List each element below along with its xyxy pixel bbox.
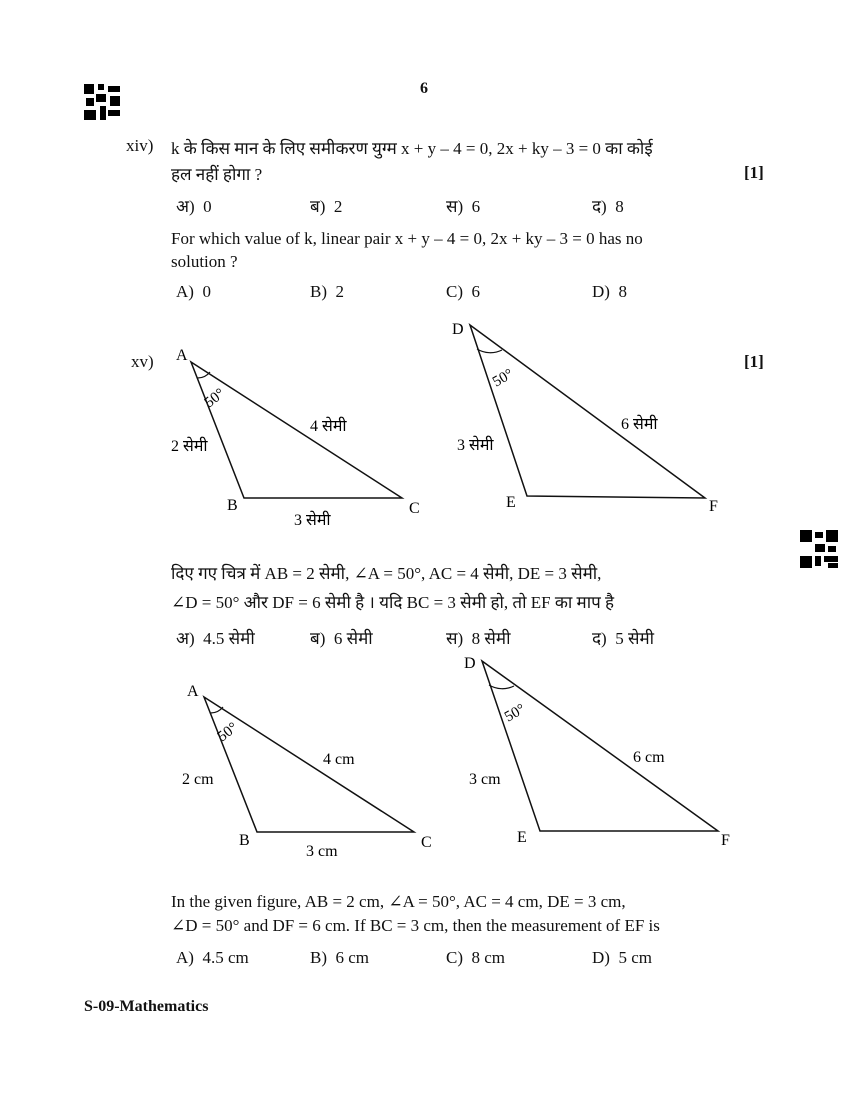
option-c-hindi: स) 8 सेमी: [446, 629, 511, 648]
page-number: 6: [420, 80, 428, 97]
question-text-hindi: ∠D = 50° और DF = 6 सेमी है । यदि BC = 3 सेमी हो, तो EF का माप है: [171, 593, 615, 612]
angle-arc: [489, 685, 514, 689]
side-label: 3 cm: [306, 843, 338, 860]
option-d-english: D) 8: [592, 282, 627, 301]
question-number: xv): [131, 352, 154, 371]
question-text-english: For which value of k, linear pair x + y – 4 = 0, 2x + ky – 3 = 0 has no: [171, 229, 643, 248]
vertex-label: E: [506, 494, 516, 511]
question-text-hindi: k के किस मान के लिए समीकरण युग्म x + y – 4 = 0, 2x + ky – 3 = 0 का कोई: [171, 139, 653, 158]
vertex-label: A: [176, 347, 188, 364]
vertex-label: B: [227, 497, 238, 514]
option-d-hindi: द) 5 सेमी: [592, 629, 655, 648]
option-b-english: B) 6 cm: [310, 948, 370, 967]
angle-label: 50°: [502, 701, 529, 726]
vertex-label: B: [239, 832, 250, 849]
triangle-abc: [204, 697, 414, 832]
side-label: 2 cm: [182, 771, 214, 788]
angle-label: 50°: [490, 366, 517, 391]
vertex-label: D: [464, 655, 476, 672]
vertex-label: F: [721, 832, 730, 849]
qr-code-image: [800, 530, 838, 568]
footer-subject: S-09-Mathematics: [84, 998, 209, 1015]
side-label: 3 सेमी: [294, 512, 331, 529]
vertex-label: C: [409, 500, 420, 517]
vertex-label: C: [421, 834, 432, 851]
vertex-label: D: [452, 321, 464, 338]
angle-label: 50°: [214, 719, 242, 746]
marks-label: [1]: [744, 163, 764, 182]
option-d-english: D) 5 cm: [592, 948, 652, 967]
angle-label: 50°: [201, 385, 229, 412]
option-c-english: C) 6: [446, 282, 480, 301]
side-label: 4 सेमी: [310, 418, 347, 435]
question-text-hindi: हल नहीं होगा ?: [171, 165, 263, 184]
question-text-english: In the given figure, AB = 2 cm, ∠A = 50°, AC = 4 cm, DE = 3 cm,: [171, 892, 626, 911]
side-label: 3 cm: [469, 771, 501, 788]
option-c-english: C) 8 cm: [446, 948, 506, 967]
question-text-english: ∠D = 50° and DF = 6 cm. If BC = 3 cm, then the measurement of EF is: [171, 916, 660, 935]
marks-label: [1]: [744, 352, 764, 371]
option-a-hindi: अ) 0: [176, 197, 212, 216]
vertex-label: E: [517, 829, 527, 846]
vertex-label: A: [187, 683, 199, 700]
option-a-english: A) 0: [176, 282, 211, 301]
side-label: 6 सेमी: [621, 416, 658, 433]
option-b-english: B) 2: [310, 282, 344, 301]
option-b-hindi: ब) 6 सेमी: [310, 629, 373, 648]
question-text-hindi: दिए गए चित्र में AB = 2 सेमी, ∠A = 50°, AC = 4 सेमी, DE = 3 सेमी,: [171, 564, 602, 583]
option-c-hindi: स) 6: [446, 197, 481, 216]
side-label: 2 सेमी: [171, 438, 208, 455]
option-b-hindi: ब) 2: [310, 197, 343, 216]
side-label: 4 cm: [323, 751, 355, 768]
question-number: xiv): [126, 136, 154, 155]
vertex-label: F: [709, 498, 718, 515]
option-a-english: A) 4.5 cm: [176, 948, 249, 967]
option-a-hindi: अ) 4.5 सेमी: [176, 629, 255, 648]
option-d-hindi: द) 8: [592, 197, 624, 216]
triangle-def: [482, 661, 718, 831]
side-label: 3 सेमी: [457, 437, 494, 454]
question-text-english: solution ?: [171, 252, 238, 271]
side-label: 6 cm: [633, 749, 665, 766]
